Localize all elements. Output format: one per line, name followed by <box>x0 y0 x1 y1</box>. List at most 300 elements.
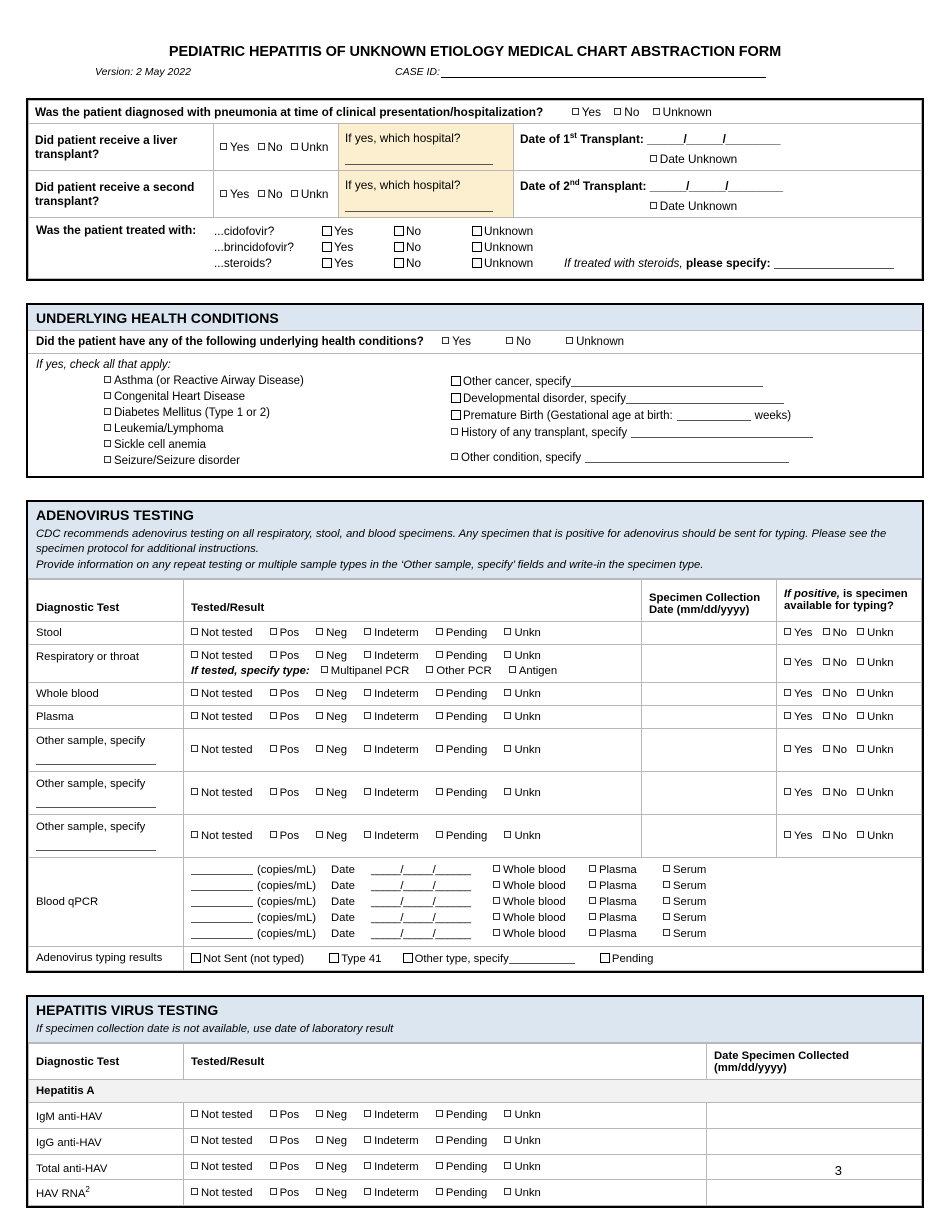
second-hospital-field[interactable] <box>339 171 514 218</box>
qpcr-date-blank[interactable]: _____/_____/______ <box>371 880 471 893</box>
opt-unkn[interactable]: Unkn <box>504 650 540 662</box>
opt-typing-unkn[interactable]: Unkn <box>857 711 893 723</box>
condition-other[interactable]: Other condition, specify <box>451 441 914 466</box>
qpcr-value-blank[interactable] <box>191 911 253 923</box>
checkbox-icon[interactable] <box>451 393 461 403</box>
qpcr-specimen-serum[interactable]: Serum <box>663 912 706 924</box>
checkbox-icon[interactable] <box>403 953 413 963</box>
opt-neg[interactable]: Neg <box>316 650 347 662</box>
steroids-unknown[interactable]: Unknown <box>472 256 564 270</box>
checkbox-icon[interactable] <box>784 831 791 838</box>
opt-indeterm[interactable]: Indeterm <box>364 787 419 799</box>
checkbox-icon[interactable] <box>504 788 511 795</box>
checkbox-icon[interactable] <box>364 745 371 752</box>
other-sample-blank-3[interactable] <box>36 839 156 851</box>
checkbox-icon[interactable] <box>650 202 657 209</box>
opt-typing-yes[interactable]: Yes <box>784 627 812 639</box>
checkbox-icon[interactable] <box>191 689 198 696</box>
checkbox-icon[interactable] <box>504 689 511 696</box>
opt-unkn[interactable]: Unkn <box>504 688 540 700</box>
opt-indeterm[interactable]: Indeterm <box>364 711 419 723</box>
opt-typing-no[interactable]: No <box>823 711 847 723</box>
checkbox-icon[interactable] <box>436 651 443 658</box>
checkbox-icon[interactable] <box>394 226 404 236</box>
condition-asthma[interactable]: Asthma (or Reactive Airway Disease) <box>104 373 451 389</box>
row-date-other-1[interactable] <box>642 728 777 771</box>
opt-not-tested[interactable]: Not tested <box>191 1187 253 1199</box>
other-cancer-blank[interactable] <box>571 375 763 387</box>
checkbox-icon[interactable] <box>857 689 864 696</box>
opt-neg[interactable]: Neg <box>316 627 347 639</box>
checkbox-icon[interactable] <box>857 745 864 752</box>
opt-typing-yes[interactable]: Yes <box>784 657 812 669</box>
opt-not-tested[interactable]: Not tested <box>191 1161 253 1173</box>
checkbox-icon[interactable] <box>316 1110 323 1117</box>
qpcr-specimen-plasma[interactable]: Plasma <box>589 880 663 892</box>
checkbox-icon[interactable] <box>504 712 511 719</box>
second-option-no[interactable]: No <box>258 187 283 201</box>
row-date-whole-blood[interactable] <box>642 682 777 705</box>
second-option-yes[interactable]: Yes <box>220 187 249 201</box>
checkbox-icon[interactable] <box>364 1110 371 1117</box>
checkbox-icon[interactable] <box>663 881 670 888</box>
opt-typing-no[interactable]: No <box>823 744 847 756</box>
opt-typing-unkn[interactable]: Unkn <box>857 744 893 756</box>
opt-neg[interactable]: Neg <box>316 1187 347 1199</box>
checkbox-icon[interactable] <box>191 1110 198 1117</box>
opt-indeterm[interactable]: Indeterm <box>364 650 419 662</box>
checkbox-icon[interactable] <box>823 831 830 838</box>
opt-typing-yes[interactable]: Yes <box>784 744 812 756</box>
condition-other-cancer[interactable]: Other cancer, specify <box>451 373 914 390</box>
checkbox-icon[interactable] <box>426 666 433 673</box>
opt-typing-yes[interactable]: Yes <box>784 830 812 842</box>
row-date-other-2[interactable] <box>642 771 777 814</box>
condition-sickle-cell-anemia[interactable]: Sickle cell anemia <box>104 437 451 453</box>
checkbox-icon[interactable] <box>857 712 864 719</box>
opt-pos[interactable]: Pos <box>270 787 299 799</box>
checkbox-icon[interactable] <box>442 337 449 344</box>
checkbox-icon[interactable] <box>493 881 500 888</box>
steroids-no[interactable]: No <box>394 256 472 270</box>
opt-not-sent[interactable]: Not Sent (not typed) <box>191 953 304 965</box>
checkbox-icon[interactable] <box>857 831 864 838</box>
qpcr-date-blank[interactable]: _____/_____/______ <box>371 864 471 877</box>
qpcr-specimen-serum[interactable]: Serum <box>663 864 706 876</box>
opt-not-tested[interactable]: Not tested <box>191 1109 253 1121</box>
checkbox-icon[interactable] <box>270 831 277 838</box>
opt-neg[interactable]: Neg <box>316 830 347 842</box>
other-sample-blank-2[interactable] <box>36 796 156 808</box>
checkbox-icon[interactable] <box>784 689 791 696</box>
opt-unkn[interactable]: Unkn <box>504 711 540 723</box>
condition-premature-birth[interactable]: Premature Birth (Gestational age at birth: weeks) <box>451 407 914 424</box>
opt-pending[interactable]: Pending <box>436 711 487 723</box>
checkbox-icon[interactable] <box>451 453 458 460</box>
checkbox-icon[interactable] <box>589 929 596 936</box>
opt-not-tested[interactable]: Not tested <box>191 711 253 723</box>
checkbox-icon[interactable] <box>436 1188 443 1195</box>
qpcr-date-blank[interactable]: _____/_____/______ <box>371 896 471 909</box>
checkbox-icon[interactable] <box>614 108 621 115</box>
other-type-blank[interactable] <box>509 952 575 964</box>
checkbox-icon[interactable] <box>472 258 482 268</box>
case-id-field[interactable] <box>395 66 925 78</box>
checkbox-icon[interactable] <box>316 745 323 752</box>
opt-pos[interactable]: Pos <box>270 1135 299 1147</box>
liver-option-unkn[interactable]: Unkn <box>291 140 329 154</box>
opt-typing-unkn[interactable]: Unkn <box>857 688 893 700</box>
checkbox-icon[interactable] <box>504 651 511 658</box>
opt-neg[interactable]: Neg <box>316 1161 347 1173</box>
condition-seizure-disorder[interactable]: Seizure/Seizure disorder <box>104 453 451 469</box>
checkbox-icon[interactable] <box>436 1136 443 1143</box>
brincidofovir-no[interactable]: No <box>394 240 472 254</box>
brincidofovir-yes[interactable]: Yes <box>322 240 394 254</box>
opt-pending[interactable]: Pending <box>436 1187 487 1199</box>
checkbox-icon[interactable] <box>436 1162 443 1169</box>
checkbox-icon[interactable] <box>316 712 323 719</box>
history-transplant-blank[interactable] <box>631 426 813 438</box>
opt-indeterm[interactable]: Indeterm <box>364 744 419 756</box>
opt-pending[interactable]: Pending <box>436 627 487 639</box>
opt-unkn[interactable]: Unkn <box>504 1109 540 1121</box>
second-hospital-blank[interactable] <box>345 199 493 212</box>
checkbox-icon[interactable] <box>493 929 500 936</box>
qpcr-specimen-serum[interactable]: Serum <box>663 880 706 892</box>
opt-neg[interactable]: Neg <box>316 1135 347 1147</box>
opt-typing-no[interactable]: No <box>823 627 847 639</box>
checkbox-icon[interactable] <box>589 897 596 904</box>
checkbox-icon[interactable] <box>191 628 198 635</box>
checkbox-icon[interactable] <box>270 628 277 635</box>
opt-pending[interactable]: Pending <box>436 830 487 842</box>
brincidofovir-unknown[interactable]: Unknown <box>472 240 533 254</box>
opt-unkn[interactable]: Unkn <box>504 830 540 842</box>
opt-not-tested[interactable]: Not tested <box>191 744 253 756</box>
opt-not-tested[interactable]: Not tested <box>191 787 253 799</box>
checkbox-icon[interactable] <box>784 745 791 752</box>
second-option-unkn[interactable]: Unkn <box>291 187 329 201</box>
opt-typing-unkn[interactable]: Unkn <box>857 627 893 639</box>
opt-not-tested[interactable]: Not tested <box>191 688 253 700</box>
opt-other-pcr[interactable]: Other PCR <box>426 665 491 677</box>
checkbox-icon[interactable] <box>663 865 670 872</box>
checkbox-icon[interactable] <box>270 1110 277 1117</box>
checkbox-icon[interactable] <box>191 788 198 795</box>
cidofovir-yes[interactable]: Yes <box>322 224 394 238</box>
opt-pos[interactable]: Pos <box>270 688 299 700</box>
checkbox-icon[interactable] <box>191 745 198 752</box>
condition-developmental-disorder[interactable]: Developmental disorder, specify <box>451 390 914 407</box>
qpcr-specimen-whole-blood[interactable]: Whole blood <box>493 912 589 924</box>
condition-history-transplant[interactable]: History of any transplant, specify <box>451 424 914 441</box>
checkbox-icon[interactable] <box>364 1188 371 1195</box>
checkbox-icon[interactable] <box>322 242 332 252</box>
opt-typing-no[interactable]: No <box>823 787 847 799</box>
qpcr-specimen-plasma[interactable]: Plasma <box>589 864 663 876</box>
checkbox-icon[interactable] <box>270 651 277 658</box>
opt-pos[interactable]: Pos <box>270 711 299 723</box>
checkbox-icon[interactable] <box>857 658 864 665</box>
opt-typing-no[interactable]: No <box>823 688 847 700</box>
opt-not-tested[interactable]: Not tested <box>191 627 253 639</box>
qpcr-value-blank[interactable] <box>191 895 253 907</box>
pneumonia-option-unknown[interactable]: Unknown <box>653 105 712 119</box>
qpcr-specimen-plasma[interactable]: Plasma <box>589 896 663 908</box>
opt-indeterm[interactable]: Indeterm <box>364 1187 419 1199</box>
checkbox-icon[interactable] <box>316 689 323 696</box>
first-transplant-date-unknown[interactable]: Date Unknown <box>650 152 737 166</box>
checkbox-icon[interactable] <box>291 190 298 197</box>
checkbox-icon[interactable] <box>329 953 339 963</box>
opt-pos[interactable]: Pos <box>270 1187 299 1199</box>
first-transplant-date-blank[interactable]: ______/______/_________ <box>647 131 780 146</box>
developmental-disorder-blank[interactable] <box>626 392 784 404</box>
opt-antigen[interactable]: Antigen <box>509 665 557 677</box>
opt-pos[interactable]: Pos <box>270 650 299 662</box>
checkbox-icon[interactable] <box>650 155 657 162</box>
checkbox-icon[interactable] <box>663 897 670 904</box>
checkbox-icon[interactable] <box>589 881 596 888</box>
opt-unkn[interactable]: Unkn <box>504 1187 540 1199</box>
checkbox-icon[interactable] <box>436 831 443 838</box>
checkbox-icon[interactable] <box>191 1188 198 1195</box>
opt-unkn[interactable]: Unkn <box>504 787 540 799</box>
opt-pending[interactable]: Pending <box>436 1109 487 1121</box>
opt-multipanel-pcr[interactable]: Multipanel PCR <box>321 665 409 677</box>
checkbox-icon[interactable] <box>663 929 670 936</box>
underlying-option-unknown[interactable]: Unknown <box>566 336 624 348</box>
checkbox-icon[interactable] <box>823 628 830 635</box>
underlying-option-no[interactable]: No <box>506 336 531 348</box>
checkbox-icon[interactable] <box>506 337 513 344</box>
checkbox-icon[interactable] <box>857 628 864 635</box>
checkbox-icon[interactable] <box>436 1110 443 1117</box>
pneumonia-option-no[interactable]: No <box>614 105 639 119</box>
opt-pending[interactable]: Pending <box>436 1161 487 1173</box>
opt-pending[interactable]: Pending <box>436 787 487 799</box>
checkbox-icon[interactable] <box>504 831 511 838</box>
checkbox-icon[interactable] <box>321 666 328 673</box>
opt-pending[interactable]: Pending <box>436 650 487 662</box>
checkbox-icon[interactable] <box>104 440 111 447</box>
checkbox-icon[interactable] <box>270 788 277 795</box>
opt-typing-pending[interactable]: Pending <box>600 953 653 965</box>
row-date-total-anti-hav[interactable] <box>707 1154 922 1180</box>
steroids-yes[interactable]: Yes <box>322 256 394 270</box>
liver-option-no[interactable]: No <box>258 140 283 154</box>
checkbox-icon[interactable] <box>191 1162 198 1169</box>
cidofovir-unknown[interactable]: Unknown <box>472 224 533 238</box>
opt-indeterm[interactable]: Indeterm <box>364 830 419 842</box>
checkbox-icon[interactable] <box>784 658 791 665</box>
checkbox-icon[interactable] <box>784 788 791 795</box>
checkbox-icon[interactable] <box>270 745 277 752</box>
opt-unkn[interactable]: Unkn <box>504 1135 540 1147</box>
opt-not-tested[interactable]: Not tested <box>191 650 253 662</box>
opt-type-41[interactable]: Type 41 <box>329 953 381 965</box>
checkbox-icon[interactable] <box>364 651 371 658</box>
opt-indeterm[interactable]: Indeterm <box>364 1161 419 1173</box>
cidofovir-no[interactable]: No <box>394 224 472 238</box>
condition-congenital-heart-disease[interactable]: Congenital Heart Disease <box>104 389 451 405</box>
checkbox-icon[interactable] <box>784 712 791 719</box>
checkbox-icon[interactable] <box>509 666 516 673</box>
qpcr-specimen-whole-blood[interactable]: Whole blood <box>493 864 589 876</box>
checkbox-icon[interactable] <box>493 897 500 904</box>
checkbox-icon[interactable] <box>504 628 511 635</box>
qpcr-specimen-plasma[interactable]: Plasma <box>589 912 663 924</box>
opt-indeterm[interactable]: Indeterm <box>364 688 419 700</box>
opt-neg[interactable]: Neg <box>316 787 347 799</box>
opt-typing-yes[interactable]: Yes <box>784 787 812 799</box>
checkbox-icon[interactable] <box>316 788 323 795</box>
qpcr-specimen-serum[interactable]: Serum <box>663 896 706 908</box>
pneumonia-option-yes[interactable]: Yes <box>572 105 601 119</box>
opt-typing-unkn[interactable]: Unkn <box>857 830 893 842</box>
opt-other-type[interactable]: Other type, specify <box>403 952 575 965</box>
checkbox-icon[interactable] <box>316 831 323 838</box>
checkbox-icon[interactable] <box>104 392 111 399</box>
opt-not-tested[interactable]: Not tested <box>191 830 253 842</box>
opt-neg[interactable]: Neg <box>316 1109 347 1121</box>
checkbox-icon[interactable] <box>191 1136 198 1143</box>
opt-indeterm[interactable]: Indeterm <box>364 627 419 639</box>
checkbox-icon[interactable] <box>104 376 111 383</box>
checkbox-icon[interactable] <box>436 788 443 795</box>
checkbox-icon[interactable] <box>493 865 500 872</box>
qpcr-specimen-plasma[interactable]: Plasma <box>589 928 663 940</box>
opt-unkn[interactable]: Unkn <box>504 1161 540 1173</box>
qpcr-specimen-whole-blood[interactable]: Whole blood <box>493 928 589 940</box>
checkbox-icon[interactable] <box>364 628 371 635</box>
case-id-blank[interactable] <box>441 67 766 78</box>
checkbox-icon[interactable] <box>436 689 443 696</box>
checkbox-icon[interactable] <box>364 689 371 696</box>
checkbox-icon[interactable] <box>291 143 298 150</box>
checkbox-icon[interactable] <box>322 258 332 268</box>
checkbox-icon[interactable] <box>191 953 201 963</box>
opt-neg[interactable]: Neg <box>316 688 347 700</box>
opt-pos[interactable]: Pos <box>270 627 299 639</box>
checkbox-icon[interactable] <box>104 456 111 463</box>
opt-indeterm[interactable]: Indeterm <box>364 1109 419 1121</box>
checkbox-icon[interactable] <box>364 788 371 795</box>
checkbox-icon[interactable] <box>663 913 670 920</box>
checkbox-icon[interactable] <box>322 226 332 236</box>
row-date-igm-anti-hav[interactable] <box>707 1103 922 1129</box>
checkbox-icon[interactable] <box>823 712 830 719</box>
underlying-option-yes[interactable]: Yes <box>442 336 471 348</box>
row-date-respiratory[interactable] <box>642 644 777 682</box>
liver-option-yes[interactable]: Yes <box>220 140 249 154</box>
qpcr-specimen-whole-blood[interactable]: Whole blood <box>493 896 589 908</box>
checkbox-icon[interactable] <box>364 831 371 838</box>
checkbox-icon[interactable] <box>316 628 323 635</box>
checkbox-icon[interactable] <box>394 242 404 252</box>
checkbox-icon[interactable] <box>589 913 596 920</box>
checkbox-icon[interactable] <box>566 337 573 344</box>
checkbox-icon[interactable] <box>436 628 443 635</box>
checkbox-icon[interactable] <box>270 712 277 719</box>
steroids-specify-blank[interactable] <box>774 257 894 269</box>
checkbox-icon[interactable] <box>472 226 482 236</box>
opt-not-tested[interactable]: Not tested <box>191 1135 253 1147</box>
row-date-stool[interactable] <box>642 621 777 644</box>
checkbox-icon[interactable] <box>493 913 500 920</box>
checkbox-icon[interactable] <box>589 865 596 872</box>
checkbox-icon[interactable] <box>504 745 511 752</box>
checkbox-icon[interactable] <box>394 258 404 268</box>
second-transplant-date-blank[interactable]: ______/______/_________ <box>649 178 783 193</box>
condition-diabetes-mellitus[interactable]: Diabetes Mellitus (Type 1 or 2) <box>104 405 451 421</box>
checkbox-icon[interactable] <box>191 712 198 719</box>
qpcr-date-blank[interactable]: _____/_____/______ <box>371 928 471 941</box>
checkbox-icon[interactable] <box>823 745 830 752</box>
liver-hospital-blank[interactable] <box>345 152 493 165</box>
checkbox-icon[interactable] <box>436 745 443 752</box>
checkbox-icon[interactable] <box>451 410 461 420</box>
checkbox-icon[interactable] <box>436 712 443 719</box>
checkbox-icon[interactable] <box>270 1162 277 1169</box>
second-transplant-date-unknown[interactable]: Date Unknown <box>650 199 737 213</box>
qpcr-value-blank[interactable] <box>191 879 253 891</box>
row-date-other-3[interactable] <box>642 814 777 857</box>
checkbox-icon[interactable] <box>316 1188 323 1195</box>
row-date-plasma[interactable] <box>642 705 777 728</box>
checkbox-icon[interactable] <box>857 788 864 795</box>
checkbox-icon[interactable] <box>104 408 111 415</box>
opt-neg[interactable]: Neg <box>316 711 347 723</box>
checkbox-icon[interactable] <box>451 376 461 386</box>
other-condition-blank[interactable] <box>585 451 789 463</box>
checkbox-icon[interactable] <box>653 108 660 115</box>
opt-pos[interactable]: Pos <box>270 1161 299 1173</box>
checkbox-icon[interactable] <box>270 1188 277 1195</box>
opt-pos[interactable]: Pos <box>270 744 299 756</box>
checkbox-icon[interactable] <box>270 1136 277 1143</box>
checkbox-icon[interactable] <box>258 190 265 197</box>
opt-pos[interactable]: Pos <box>270 1109 299 1121</box>
checkbox-icon[interactable] <box>600 953 610 963</box>
checkbox-icon[interactable] <box>258 143 265 150</box>
checkbox-icon[interactable] <box>316 1162 323 1169</box>
opt-typing-no[interactable]: No <box>823 657 847 669</box>
checkbox-icon[interactable] <box>220 190 227 197</box>
row-date-igg-anti-hav[interactable] <box>707 1128 922 1154</box>
checkbox-icon[interactable] <box>364 1136 371 1143</box>
opt-pending[interactable]: Pending <box>436 1135 487 1147</box>
checkbox-icon[interactable] <box>316 651 323 658</box>
opt-typing-no[interactable]: No <box>823 830 847 842</box>
steroids-specify-field[interactable] <box>564 256 894 270</box>
checkbox-icon[interactable] <box>504 1136 511 1143</box>
opt-pending[interactable]: Pending <box>436 688 487 700</box>
opt-unkn[interactable]: Unkn <box>504 744 540 756</box>
checkbox-icon[interactable] <box>316 1136 323 1143</box>
opt-typing-yes[interactable]: Yes <box>784 688 812 700</box>
checkbox-icon[interactable] <box>104 424 111 431</box>
opt-typing-unkn[interactable]: Unkn <box>857 657 893 669</box>
checkbox-icon[interactable] <box>364 1162 371 1169</box>
checkbox-icon[interactable] <box>451 428 458 435</box>
checkbox-icon[interactable] <box>823 689 830 696</box>
checkbox-icon[interactable] <box>823 658 830 665</box>
opt-pending[interactable]: Pending <box>436 744 487 756</box>
checkbox-icon[interactable] <box>572 108 579 115</box>
checkbox-icon[interactable] <box>823 788 830 795</box>
